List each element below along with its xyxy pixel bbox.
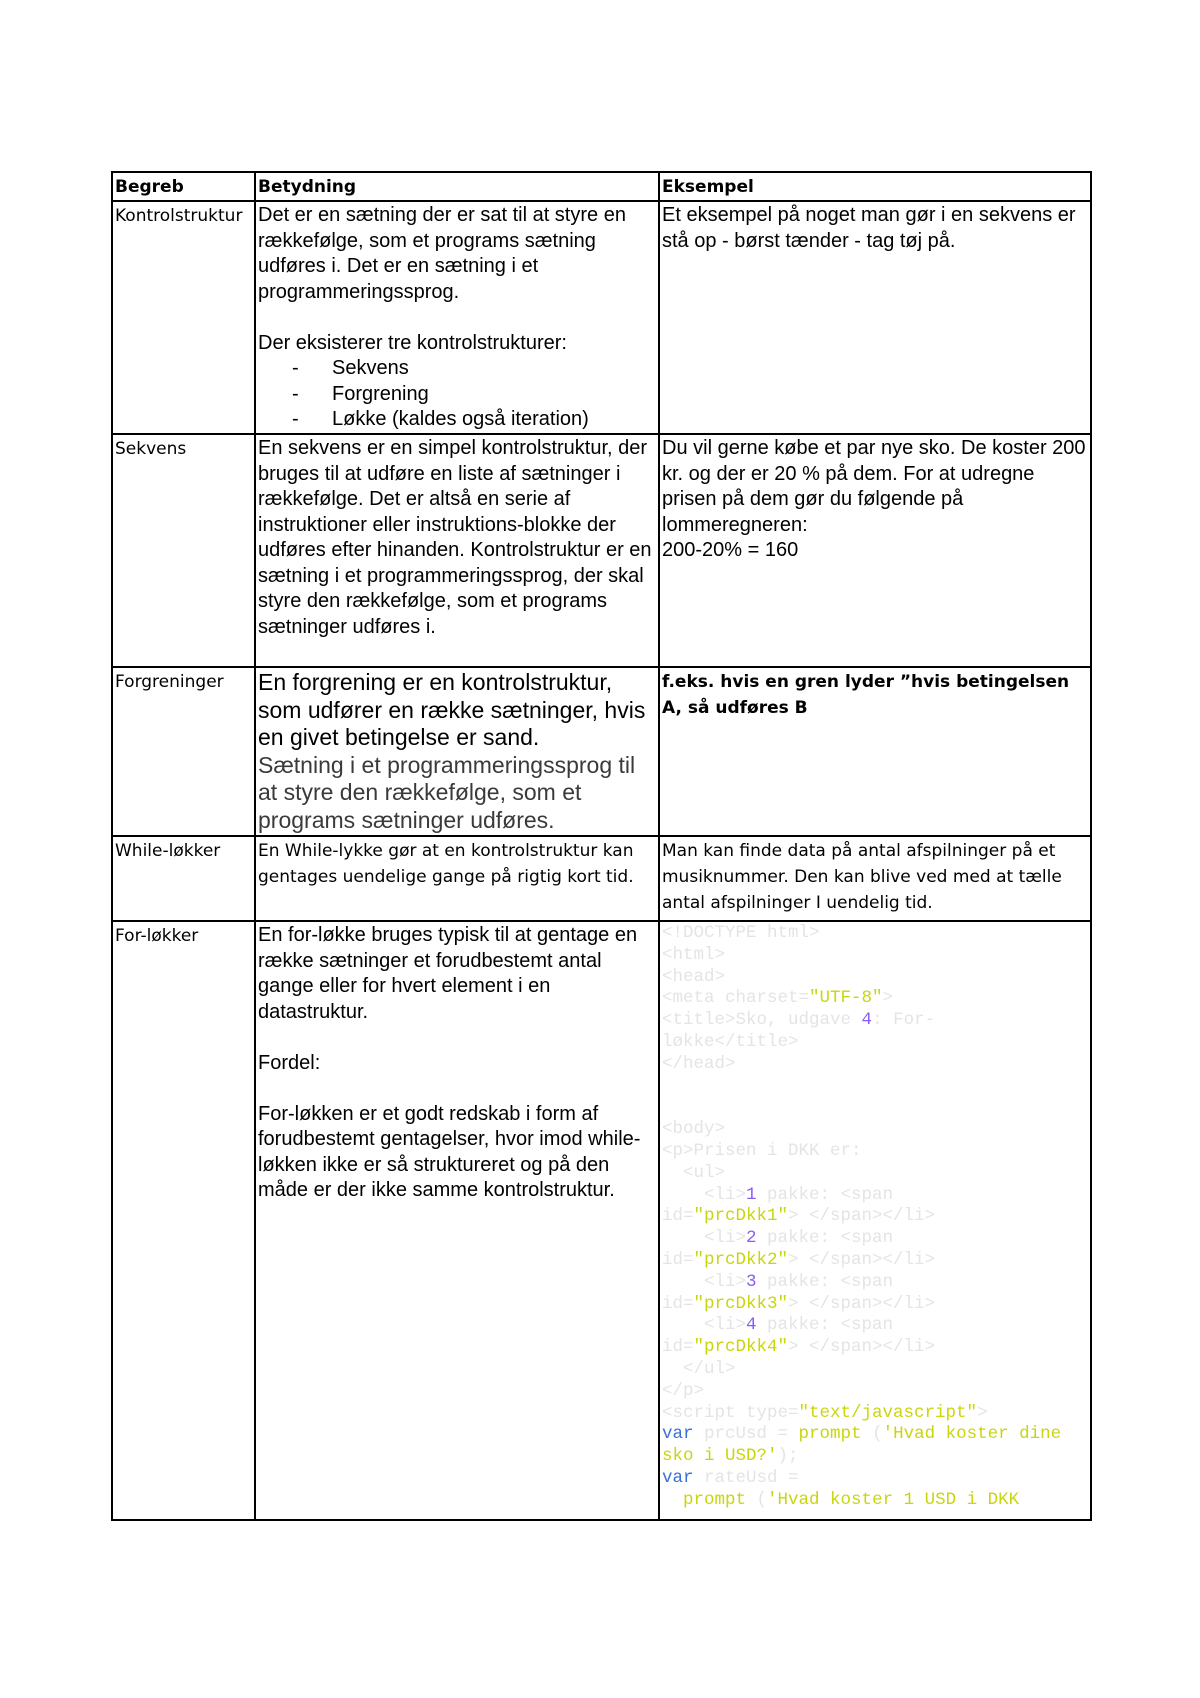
example-for-lokker-code <box>659 921 1091 1520</box>
example-while-lokker: Man kan finde data på antal afspilninger på et musiknummer. Den kan blive ved med at tælle antal afspilninger I uendelig tid. <box>659 836 1091 921</box>
list-item: - Forgrening <box>292 382 656 408</box>
meaning-paragraph: For-løkken er et godt redskab i form af forudbestemt gentagelser, hvor imod while-løkken ikke er så struktureret og på den måde er der ikke samme kontrolstruktur. <box>258 1102 641 1201</box>
meaning-while-lokker: En While-lykke gør at en kontrolstruktur kan gentages uendelige gange på rigtig kort tid. <box>255 836 659 921</box>
header-betydning: Betydning <box>255 172 659 201</box>
example-sekvens <box>659 434 1091 667</box>
example-line: Du vil gerne købe et par nye sko. De koster 200 kr. og der er 20 % på dem. For at udregne prisen på dem gør du følgende på lommeregneren: <box>662 437 1086 536</box>
term-while-lokker: While-løkker <box>112 836 255 921</box>
term-sekvens: Sekvens <box>112 434 255 667</box>
example-line: stå op - børst tænder - tag tøj på. <box>662 229 956 252</box>
example-kontrolstruktur <box>659 201 1091 434</box>
concept-table <box>111 171 1092 1521</box>
meaning-paragraph: En forgrening er en kontrolstruktur, som udfører en række sætninger, hvis en givet betingelse er sand. <box>258 669 646 750</box>
table-row <box>112 836 1091 921</box>
code-snippet: <!DOCTYPE html> <html> <head> <meta charset="UTF-8"> <title>Sko, udgave 4: For- løkke</title> </head> <body> <p>Prisen i DKK er: <ul> <li>1 pakke: <span id="prcDkk1"> </span></li> <li>2 pakke: <span id="prcDkk2"> </span></li> <li>3 pakke: <span id="prcDkk3"> </span></li> <li>4 pakke: <span id="prcDkk4"> </span></li> </ul> </p> <script type="text/javascript"> var prcUsd = prompt ('Hvad koster dine sko i USD?'); var rateUsd = prompt ('Hvad koster 1 USD i DKK <box>662 923 1062 1510</box>
control-structure-list <box>258 356 656 433</box>
header-begreb: Begreb <box>112 172 255 201</box>
example-forgreninger: f.eks. hvis en gren lyder ”hvis betingelsen A, så udføres B <box>659 667 1091 836</box>
meaning-paragraph: Sætning i et programmeringssprog til at styre den rækkefølge, som et programs sætninger udføres. <box>258 751 636 833</box>
example-line: 200-20% = 160 <box>662 539 799 561</box>
term-kontrolstruktur: Kontrolstruktur <box>112 201 255 434</box>
list-item: - Sekvens <box>292 356 656 382</box>
header-eksempel: Eksempel <box>659 172 1091 201</box>
meaning-for-lokker <box>255 921 659 1520</box>
term-for-lokker: For-løkker <box>112 921 255 1520</box>
meaning-kontrolstruktur <box>255 201 659 434</box>
table-row <box>112 921 1091 1520</box>
table-row <box>112 667 1091 836</box>
example-line: Et eksempel på noget man gør i en sekvens er <box>662 204 1076 226</box>
table-header-row <box>112 172 1091 201</box>
meaning-paragraph: En for-løkke bruges typisk til at gentage en række sætninger et forudbestemt antal gange eller for hvert element i en datastruktur. <box>258 924 638 1023</box>
table-row <box>112 434 1091 667</box>
list-item: - Løkke (kaldes også iteration) <box>292 407 656 433</box>
meaning-paragraph: Der eksisterer tre kontrolstrukturer: <box>258 331 567 354</box>
meaning-paragraph: Det er en sætning der er sat til at styre en rækkefølge, som et programs sætning udføres i. Det er en sætning i et programmeringssprog. <box>258 204 626 303</box>
meaning-forgreninger <box>255 667 659 836</box>
meaning-sekvens: En sekvens er en simpel kontrolstruktur, der bruges til at udføre en liste af sætninger i rækkefølge. Det er altså en serie af instruktioner eller instruktions-blokke der udføres efter hinanden. Kontrolstruktur er en sætning i et programmeringssprog, der skal styre den rækkefølge, som et programs sætninger udføres i. <box>255 434 659 667</box>
meaning-paragraph: Fordel: <box>258 1051 321 1074</box>
table-row <box>112 201 1091 434</box>
term-forgreninger: Forgreninger <box>112 667 255 836</box>
